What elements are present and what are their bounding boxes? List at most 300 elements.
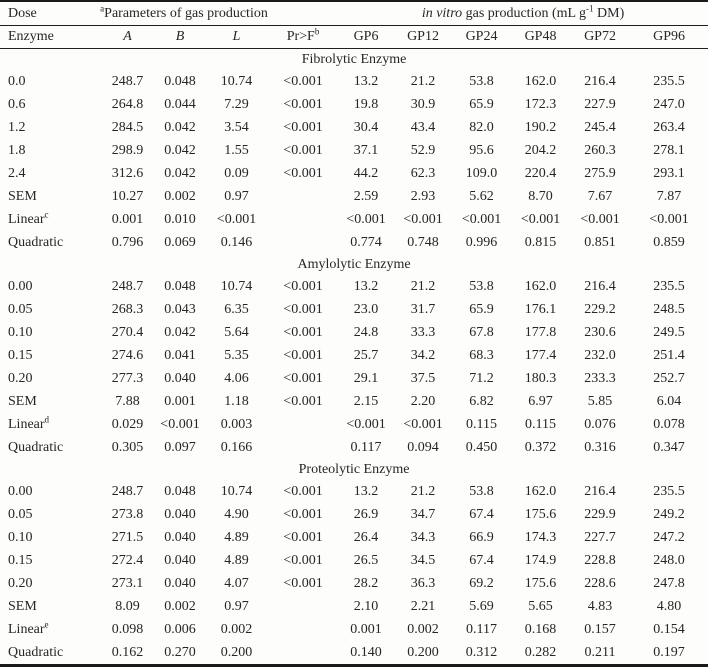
row-label: 0.15: [8, 347, 33, 363]
table-cell: 0.115: [525, 416, 556, 432]
table-cell: <0.001: [283, 301, 323, 317]
table-cell: 67.8: [469, 324, 494, 340]
table-cell: 0.002: [164, 188, 196, 204]
table-cell: 174.3: [524, 529, 557, 545]
table-cell: <0.001: [649, 211, 689, 227]
table-cell: 298.9: [111, 142, 144, 158]
section-title: Fibrolytic Enzyme: [301, 51, 407, 67]
table-cell: <0.001: [283, 370, 323, 386]
table-row: [0, 208, 708, 231]
table-cell: 252.7: [653, 370, 685, 386]
table-cell: 95.6: [469, 142, 494, 158]
table-cell: 172.3: [524, 96, 557, 112]
table-cell: 0.040: [164, 552, 196, 568]
table-cell: 21.2: [410, 73, 436, 89]
table-cell: 6.82: [469, 393, 494, 409]
table-cell: 5.62: [469, 188, 494, 204]
table-cell: 0.211: [584, 644, 616, 660]
table-cell: 0.040: [164, 575, 196, 591]
table-cell: 232.0: [584, 347, 616, 363]
table-cell: 2.59: [353, 188, 379, 204]
table-cell: 34.5: [410, 552, 436, 568]
table-cell: 26.5: [353, 552, 379, 568]
table-cell: 0.040: [164, 529, 196, 545]
row-label: 0.10: [8, 529, 33, 545]
table-cell: 180.3: [524, 370, 557, 386]
table-cell: <0.001: [283, 119, 323, 135]
table-cell: 277.3: [111, 370, 144, 386]
table-cell: 53.8: [469, 73, 494, 89]
table-cell: 30.4: [353, 119, 379, 135]
row-label: 0.10: [8, 324, 33, 340]
row-label: Linear$^d$: [8, 413, 50, 432]
table-row: [0, 367, 708, 390]
table-cell: 4.89: [224, 552, 249, 568]
table-cell: 53.8: [469, 483, 494, 499]
table-cell: 13.2: [353, 483, 379, 499]
table-row: [0, 344, 708, 367]
table-cell: 4.80: [656, 598, 682, 614]
section-title-row: [0, 254, 708, 275]
invitro-group-label-tail: DM): [593, 5, 625, 21]
table-cell: [268, 208, 338, 231]
table-cell: 274.6: [111, 347, 144, 363]
table-cell: 0.003: [220, 416, 253, 432]
table-cell: 270.4: [111, 324, 144, 340]
table-row: [0, 503, 708, 526]
table-cell: 7.87: [656, 188, 682, 204]
table-cell: 0.851: [584, 234, 616, 250]
table-cell: 227.7: [584, 529, 616, 545]
table-cell: 0.450: [465, 439, 498, 455]
table-row: [0, 413, 708, 436]
table-cell: 0.200: [220, 644, 253, 660]
table-cell: 177.8: [524, 324, 557, 340]
col-header-gp6: GP6: [338, 26, 394, 49]
table-row: [0, 390, 708, 413]
table-cell: 176.1: [524, 301, 557, 317]
table-cell: 263.4: [653, 119, 685, 135]
table-cell: 272.4: [111, 552, 144, 568]
empty-header-cell: [268, 1, 338, 26]
footnote-a-marker: a: [100, 2, 105, 13]
table-cell: 260.3: [584, 142, 616, 158]
row-label: 0.15: [8, 552, 33, 568]
table-cell: 37.5: [410, 370, 436, 386]
table-cell: 245.4: [584, 119, 616, 135]
table-row: [0, 321, 708, 344]
table-cell: 249.5: [653, 324, 685, 340]
table-cell: 177.4: [524, 347, 557, 363]
row-label: 1.2: [8, 119, 26, 135]
row-label: 0.6: [8, 96, 26, 112]
table-cell: 0.305: [111, 439, 144, 455]
table-cell: 0.815: [524, 234, 557, 250]
table-cell: 68.3: [469, 347, 494, 363]
table-cell: [268, 618, 338, 641]
table-cell: 0.048: [164, 73, 196, 89]
table-cell: 36.3: [410, 575, 436, 591]
table-cell: <0.001: [346, 211, 386, 227]
table-cell: [268, 436, 338, 459]
table-cell: 0.146: [220, 234, 253, 250]
table-cell: 6.04: [656, 393, 682, 409]
table-cell: 7.29: [224, 96, 249, 112]
invitro-exponent: -1: [586, 2, 594, 13]
table-cell: 216.4: [584, 73, 616, 89]
table-cell: 19.8: [353, 96, 379, 112]
table-cell: 10.74: [220, 73, 253, 89]
table-cell: [268, 595, 338, 618]
table-cell: 67.4: [469, 552, 494, 568]
table-cell: 82.0: [469, 119, 494, 135]
table-row: [0, 275, 708, 298]
table-cell: 264.8: [111, 96, 144, 112]
parameters-group-header: [100, 1, 268, 26]
section-title-row: [0, 459, 708, 480]
table-cell: 273.8: [111, 506, 144, 522]
table-cell: 175.6: [524, 506, 557, 522]
table-row: [0, 231, 708, 254]
table-cell: 2.93: [410, 188, 436, 204]
section-title: Amylolytic Enzyme: [297, 256, 411, 272]
table-cell: 0.372: [524, 439, 557, 455]
table-cell: 21.2: [410, 278, 436, 294]
table-cell: 230.6: [584, 324, 616, 340]
table-cell: 5.64: [224, 324, 249, 340]
table-row: [0, 298, 708, 321]
table-cell: [268, 641, 338, 666]
table-cell: 52.9: [410, 142, 436, 158]
table-cell: 34.7: [410, 506, 436, 522]
table-cell: 0.09: [224, 165, 249, 181]
row-label: SEM: [8, 188, 37, 204]
row-label: 0.20: [8, 575, 33, 591]
invitro-italic-label: in vitro: [421, 5, 463, 21]
table-cell: 0.048: [164, 483, 196, 499]
row-label: Linear$^e$: [8, 618, 49, 637]
row-label-footnote-marker: e: [44, 618, 49, 629]
table-cell: 0.166: [220, 439, 253, 455]
table-cell: 65.9: [469, 96, 494, 112]
table-cell: 0.048: [164, 278, 196, 294]
footnote-b-marker: b: [314, 26, 320, 37]
table-cell: 0.041: [164, 347, 196, 363]
col-header-gp48: GP48: [511, 26, 570, 49]
table-cell: 248.7: [111, 278, 144, 294]
table-cell: 162.0: [524, 278, 557, 294]
table-cell: 0.774: [350, 234, 382, 250]
table-cell: 0.270: [164, 644, 196, 660]
table-cell: 10.27: [111, 188, 144, 204]
table-cell: 4.89: [224, 529, 249, 545]
table-cell: 229.2: [584, 301, 616, 317]
row-label: 0.00: [8, 278, 33, 294]
col-header-l: L: [205, 26, 268, 49]
table-cell: 109.0: [465, 165, 498, 181]
table-cell: 30.9: [410, 96, 436, 112]
table-cell: 13.2: [353, 73, 379, 89]
table-cell: 235.5: [653, 73, 685, 89]
row-label: 0.20: [8, 370, 33, 386]
table-cell: 5.69: [469, 598, 494, 614]
table-cell: 312.6: [111, 165, 144, 181]
table-cell: 26.9: [353, 506, 379, 522]
table-cell: <0.001: [283, 393, 323, 409]
table-row: [0, 641, 708, 666]
col-header-gp24: GP24: [452, 26, 511, 49]
table-cell: 71.2: [469, 370, 494, 386]
table-cell: 4.07: [224, 575, 249, 591]
table-cell: 235.5: [653, 278, 685, 294]
table-cell: 0.001: [350, 621, 382, 637]
table-cell: 4.06: [224, 370, 249, 386]
table-cell: 31.7: [410, 301, 436, 317]
table-cell: 0.162: [111, 644, 144, 660]
table-cell: 0.042: [164, 119, 196, 135]
table-cell: [268, 413, 338, 436]
table-cell: <0.001: [283, 347, 323, 363]
table-cell: 0.996: [465, 234, 498, 250]
table-cell: 43.4: [410, 119, 436, 135]
table-cell: 0.097: [164, 439, 196, 455]
table-cell: 162.0: [524, 483, 557, 499]
table-cell: 0.117: [466, 621, 497, 637]
table-cell: 0.168: [524, 621, 557, 637]
table-cell: 248.7: [111, 483, 144, 499]
table-cell: <0.001: [346, 416, 386, 432]
table-cell: 0.040: [164, 506, 196, 522]
invitro-group-header: [338, 1, 708, 26]
table-cell: 216.4: [584, 278, 616, 294]
table-cell: 37.1: [353, 142, 379, 158]
table-cell: 204.2: [524, 142, 557, 158]
table-cell: [268, 185, 338, 208]
table-cell: 4.90: [224, 506, 249, 522]
table-cell: 0.001: [111, 211, 144, 227]
table-cell: 25.7: [353, 347, 379, 363]
table-cell: 0.002: [164, 598, 196, 614]
table-cell: 0.078: [653, 416, 685, 432]
table-cell: 2.20: [410, 393, 436, 409]
row-label-footnote-marker: c: [44, 208, 49, 219]
table-cell: 0.094: [407, 439, 439, 455]
col-header-prf: $Pr>F^b$: [268, 26, 338, 49]
table-cell: 0.316: [584, 439, 616, 455]
table-cell: <0.001: [520, 211, 561, 227]
table-cell: 249.2: [653, 506, 685, 522]
row-label: Linear$^c$: [8, 208, 49, 227]
table-cell: 220.4: [524, 165, 557, 181]
table-cell: 0.044: [164, 96, 196, 112]
table-row: [0, 526, 708, 549]
table-cell: 28.2: [353, 575, 379, 591]
table-cell: 0.006: [164, 621, 196, 637]
table-cell: 65.9: [469, 301, 494, 317]
table-cell: 275.9: [584, 165, 616, 181]
table-cell: 247.0: [653, 96, 685, 112]
table-cell: 29.1: [353, 370, 379, 386]
header-column-row: [0, 26, 708, 49]
table-row: [0, 549, 708, 572]
row-label: SEM: [8, 598, 37, 614]
col-header-b: B: [155, 26, 205, 49]
table-cell: 248.5: [653, 301, 685, 317]
table-cell: 0.002: [220, 621, 253, 637]
table-cell: 174.9: [524, 552, 557, 568]
row-label: 2.4: [8, 165, 26, 181]
row-label: Quadratic: [8, 439, 64, 455]
row-label: SEM: [8, 393, 37, 409]
table-cell: 0.115: [466, 416, 497, 432]
table-row: [0, 436, 708, 459]
table-cell: 2.21: [410, 598, 436, 614]
table-cell: <0.001: [283, 165, 323, 181]
table-cell: 5.65: [528, 598, 553, 614]
table-cell: 0.157: [584, 621, 616, 637]
header-group-row: [0, 1, 708, 26]
table-cell: 0.076: [584, 416, 616, 432]
table-cell: <0.001: [283, 529, 323, 545]
table-cell: 0.069: [164, 234, 196, 250]
invitro-group-label: gas production (mL g: [462, 5, 587, 21]
table-cell: 4.83: [587, 598, 613, 614]
table-cell: 0.859: [653, 234, 685, 250]
row-label: 0.05: [8, 506, 33, 522]
table-cell: <0.001: [160, 416, 200, 432]
table-cell: <0.001: [283, 142, 323, 158]
table-cell: 235.5: [653, 483, 685, 499]
table-cell: 0.117: [350, 439, 382, 455]
table-cell: <0.001: [283, 506, 323, 522]
table-cell: 0.282: [524, 644, 557, 660]
table-cell: 293.1: [653, 165, 685, 181]
table-cell: <0.001: [283, 73, 323, 89]
table-row: [0, 70, 708, 93]
table-cell: 62.3: [410, 165, 436, 181]
table-cell: 24.8: [353, 324, 379, 340]
table-cell: 0.042: [164, 165, 196, 181]
col-header-a: A: [100, 26, 155, 49]
table-cell: 233.3: [584, 370, 616, 386]
row-label: 0.05: [8, 301, 33, 317]
table-cell: 44.2: [353, 165, 379, 181]
table-cell: 0.97: [224, 598, 249, 614]
table-cell: 0.002: [407, 621, 439, 637]
table-cell: 175.6: [524, 575, 557, 591]
table-cell: 5.85: [587, 393, 613, 409]
table-cell: 0.042: [164, 142, 196, 158]
table-cell: 251.4: [653, 347, 685, 363]
table-cell: <0.001: [216, 211, 257, 227]
table-cell: 284.5: [111, 119, 144, 135]
table-cell: 7.88: [115, 393, 140, 409]
table-cell: <0.001: [283, 278, 323, 294]
table-cell: 248.7: [111, 73, 144, 89]
table-cell: 0.748: [407, 234, 439, 250]
table-cell: 26.4: [353, 529, 379, 545]
table-cell: 13.2: [353, 278, 379, 294]
table-cell: <0.001: [283, 575, 323, 591]
table-cell: 0.040: [164, 370, 196, 386]
table-cell: 8.70: [528, 188, 553, 204]
table-cell: 0.043: [164, 301, 196, 317]
col-header-gp12: GP12: [394, 26, 452, 49]
table-row: [0, 572, 708, 595]
table-cell: 190.2: [524, 119, 557, 135]
table-cell: 34.3: [410, 529, 436, 545]
table-cell: 0.010: [164, 211, 196, 227]
table-cell: 0.312: [465, 644, 498, 660]
table-cell: 228.6: [584, 575, 616, 591]
table-cell: 0.029: [111, 416, 144, 432]
table-cell: 21.2: [410, 483, 436, 499]
table-cell: 268.3: [111, 301, 144, 317]
table-cell: 216.4: [584, 483, 616, 499]
table-cell: 247.2: [653, 529, 685, 545]
table-cell: [268, 231, 338, 254]
table-cell: 247.8: [653, 575, 685, 591]
table-cell: <0.001: [461, 211, 502, 227]
row-label: 1.8: [8, 142, 26, 158]
parameters-group-label: Parameters of gas production: [104, 5, 268, 21]
table-cell: 6.35: [224, 301, 249, 317]
table-cell: 3.54: [224, 119, 249, 135]
row-label: Quadratic: [8, 644, 64, 660]
table-row: [0, 162, 708, 185]
table-cell: 162.0: [524, 73, 557, 89]
table-cell: 8.09: [115, 598, 140, 614]
table-cell: <0.001: [283, 483, 323, 499]
table-cell: 67.4: [469, 506, 494, 522]
table-cell: 0.200: [407, 644, 439, 660]
row-label: 0.0: [8, 73, 26, 89]
table-cell: <0.001: [283, 324, 323, 340]
table-cell: 0.197: [653, 644, 685, 660]
table-cell: 66.9: [469, 529, 494, 545]
table-cell: 33.3: [410, 324, 436, 340]
row-label-footnote-marker: d: [44, 413, 50, 424]
table-row: [0, 116, 708, 139]
table-cell: 248.0: [653, 552, 685, 568]
table-cell: <0.001: [403, 416, 443, 432]
table-row: [0, 185, 708, 208]
table-cell: 227.9: [584, 96, 616, 112]
table-cell: <0.001: [283, 552, 323, 568]
table-cell: 5.35: [224, 347, 249, 363]
col-header-gp72: GP72: [570, 26, 630, 49]
table-cell: 228.8: [584, 552, 616, 568]
table-cell: 271.5: [111, 529, 144, 545]
table-cell: 2.10: [353, 598, 379, 614]
row-label: 0.00: [8, 483, 33, 499]
table-cell: 7.67: [587, 188, 613, 204]
table-body: [0, 49, 708, 666]
section-title-row: [0, 49, 708, 71]
section-title: Proteolytic Enzyme: [298, 461, 410, 477]
col-header-gp96: GP96: [630, 26, 708, 49]
table-row: [0, 618, 708, 641]
table-cell: 273.1: [111, 575, 144, 591]
table-cell: 0.796: [111, 234, 144, 250]
table-cell: 2.15: [353, 393, 379, 409]
table-cell: <0.001: [403, 211, 443, 227]
table-row: [0, 93, 708, 116]
table-cell: 0.098: [111, 621, 144, 637]
table-cell: 1.18: [224, 393, 249, 409]
table-cell: 6.97: [528, 393, 553, 409]
table-cell: 0.042: [164, 324, 196, 340]
